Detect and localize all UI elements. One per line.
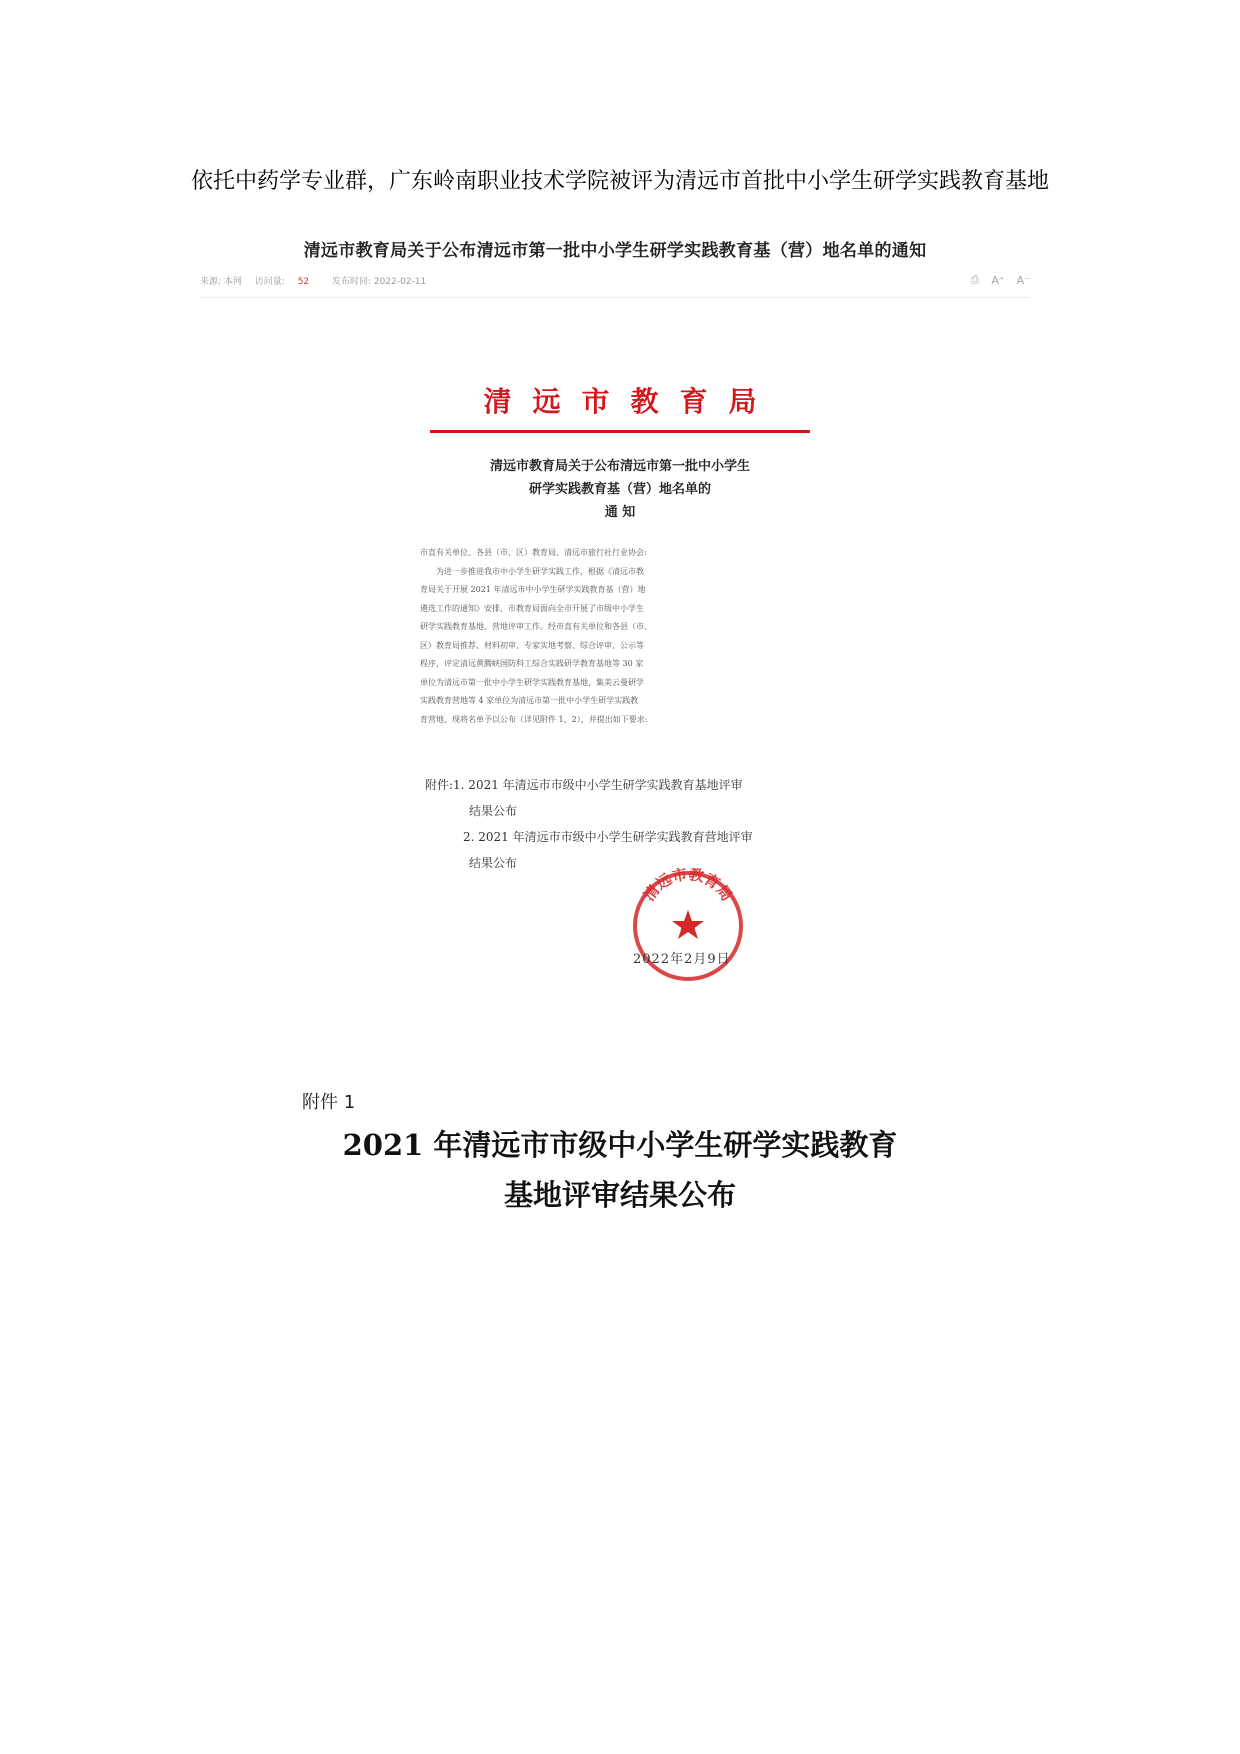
appendix-title-line1: 2021 年清远市市级中小学生研学实践教育 bbox=[342, 1128, 898, 1162]
attachments-list bbox=[425, 772, 825, 876]
article-meta bbox=[200, 273, 1030, 298]
body-line: 单位为清远市第一批中小学生研学实践教育基地，集美云曼研学 bbox=[420, 677, 644, 687]
body-line: 区）教育局推荐、材料初审、专家实地考察、综合评审、公示等 bbox=[420, 640, 644, 650]
document-title bbox=[420, 455, 820, 524]
body-line: 程序，评定清远黄腾峡国防科工综合实践研学教育基地等 30 家 bbox=[420, 659, 644, 668]
visits-label: 访问量: bbox=[254, 276, 285, 287]
web-article-title: 清远市教育局关于公布清远市第一批中小学生研学实践教育基（营）地名单的通知 bbox=[303, 241, 927, 261]
meta-source: 来源: 本网 bbox=[200, 276, 242, 287]
attachment-item-1 bbox=[425, 772, 825, 798]
body-line: 遴选工作的通知》安排，市教育局面向全市开展了市级中小学生 bbox=[420, 603, 644, 613]
body-line: 育局关于开展 2021 年清远市中小学生研学实践教育基（营）地 bbox=[420, 585, 646, 594]
body-line: 育营地，现将名单予以公布（详见附件 1、2），并提出如下要求: bbox=[420, 714, 648, 724]
body-line: 为进一步推进我市中小学生研学实践工作，根据《清远市教 bbox=[436, 566, 644, 576]
font-larger-icon[interactable]: A⁺ bbox=[991, 273, 1005, 287]
article-tools bbox=[971, 273, 1031, 287]
web-article-header bbox=[200, 236, 1030, 298]
meta-published: 发布时间: 2022-02-11 bbox=[332, 276, 427, 287]
seal-star-icon bbox=[672, 910, 704, 939]
body-line: 市直有关单位、各县（市、区）教育局、清远市旅行社行业协会: bbox=[420, 548, 647, 557]
attachment-1-cont: 结果公布 bbox=[469, 804, 518, 818]
body-line: 实践教育营地等 4 家单位为清远市第一批中小学生研学实践教 bbox=[420, 696, 639, 705]
red-divider bbox=[430, 430, 810, 433]
print-icon[interactable]: ⎙ bbox=[970, 273, 980, 286]
attachment-2-cont: 结果公布 bbox=[469, 856, 518, 870]
visits-count: 52 bbox=[297, 276, 310, 287]
doc-title-line1: 清远市教育局关于公布清远市第一批中小学生 bbox=[489, 459, 750, 474]
appendix-title-line2: 基地评审结果公布 bbox=[503, 1178, 736, 1212]
body-line: 研学实践教育基地、营地评审工作。经市直有关单位和各县（市、 bbox=[420, 622, 652, 631]
appendix-label: 附件 1 bbox=[302, 1092, 356, 1113]
official-document bbox=[420, 380, 820, 729]
agency-header: 清远市教育局 bbox=[483, 385, 778, 418]
attachments-label: 附件: bbox=[425, 778, 454, 792]
appendix-title bbox=[250, 1120, 990, 1220]
doc-title-line3: 通 知 bbox=[604, 505, 636, 520]
font-smaller-icon[interactable]: A⁻ bbox=[1016, 273, 1030, 287]
attachment-1-text: 1. 2021 年清远市市级中小学生研学实践教育基地评审 bbox=[453, 778, 743, 792]
attachment-item-2: 2. 2021 年清远市市级中小学生研学实践教育营地评审 bbox=[463, 830, 753, 844]
meta-left bbox=[200, 274, 436, 287]
document-body bbox=[420, 544, 820, 729]
seal-text: 清远市教育局 bbox=[639, 868, 737, 905]
meta-visits bbox=[255, 277, 319, 287]
page-title: 依托中药学专业群，广东岭南职业技术学院被评为清远市首批中小学生研学实践教育基地 bbox=[190, 168, 1049, 194]
doc-title-line2: 研学实践教育基（营）地名单的 bbox=[528, 482, 711, 497]
document-date: 2022年2月9日 bbox=[633, 952, 731, 967]
